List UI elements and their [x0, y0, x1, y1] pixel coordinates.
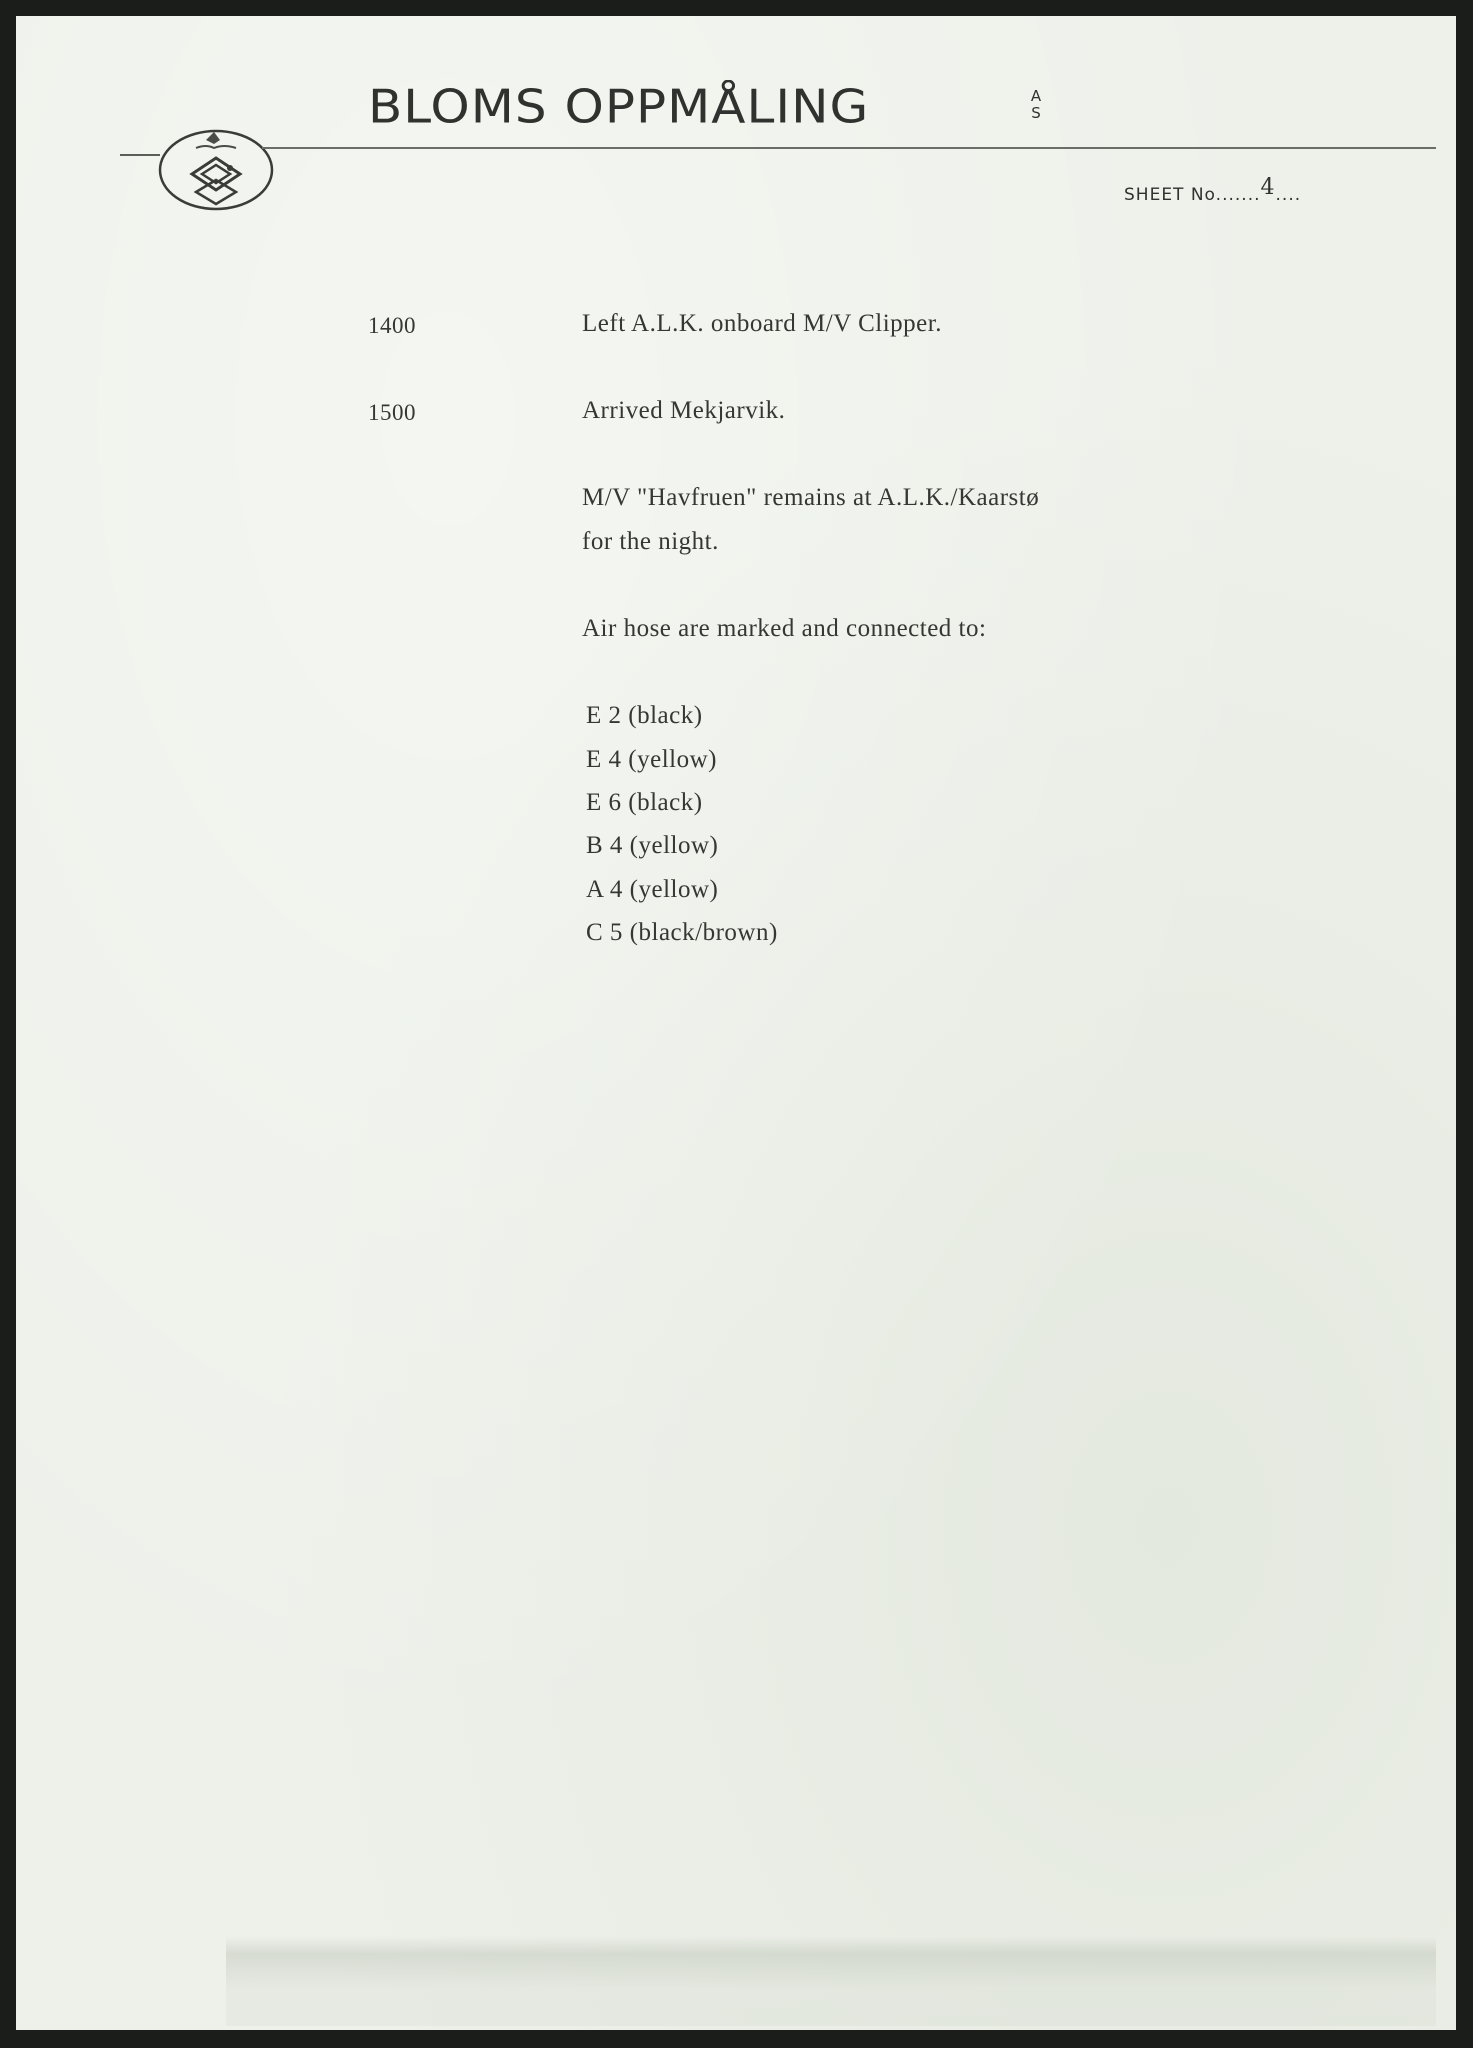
paper-smudge [226, 1936, 1436, 2026]
hose-item: C 5 (black/brown) [586, 919, 778, 946]
company-name: BLOMS OPPMÅLING [368, 80, 870, 134]
note-line: M/V "Havfruen" remains at A.L.K./Kaarstø [582, 484, 1040, 511]
sheet-number-field [1124, 175, 1302, 206]
note-line: for the night. [582, 528, 719, 555]
hose-intro: Air hose are marked and connected to: [582, 615, 987, 642]
company-suffix-top: A [1030, 87, 1042, 105]
letterhead-rule [262, 147, 1436, 149]
hose-item: E 6 (black) [586, 789, 703, 816]
hose-item: B 4 (yellow) [586, 832, 719, 859]
sheet-number-leader: ...... [1222, 185, 1261, 205]
sheet-number-value: 4 [1260, 175, 1276, 200]
company-suffix-bottom: S [1031, 104, 1041, 122]
entry-time: 1400 [368, 313, 416, 338]
hose-item: E 4 (yellow) [586, 746, 717, 773]
company-logo-icon [148, 118, 284, 218]
sheet-number-label: SHEET No. [1124, 185, 1223, 205]
letterhead-rule-left [120, 154, 160, 156]
hose-item: A 4 (yellow) [586, 876, 719, 903]
sheet-number-leader-trailing: .... [1275, 185, 1302, 205]
entry-time: 1500 [368, 400, 416, 425]
entry-text: Left A.L.K. onboard M/V Clipper. [582, 310, 942, 337]
entry-text: Arrived Mekjarvik. [582, 397, 786, 424]
company-suffix [1026, 88, 1046, 122]
document-page [16, 16, 1456, 2030]
hose-item: E 2 (black) [586, 702, 703, 729]
